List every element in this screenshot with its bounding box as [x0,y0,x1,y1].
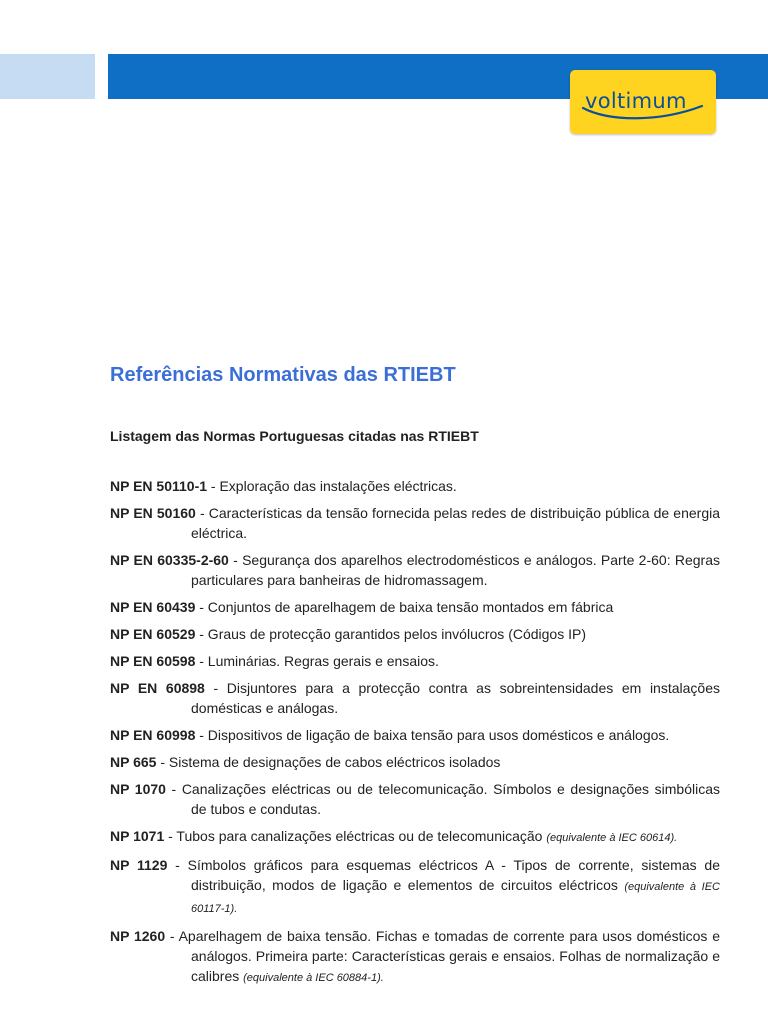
page-subtitle: Listagem das Normas Portuguesas citadas nas RTIEBT [110,428,479,444]
norm-description: - Exploração das instalações eléctricas. [207,478,457,494]
logo-text: voltimum [585,89,687,113]
logo-swoosh-icon [580,104,704,122]
norm-code: NP 1260 [110,928,166,944]
norm-item [110,476,720,496]
norm-code: NP 1071 [110,828,165,844]
norm-item [110,503,720,543]
norm-item [110,779,720,819]
norm-code: NP EN 60335-2-60 [110,552,229,568]
norm-equivalence: (equivalente à IEC 60884-1). [243,972,384,984]
norm-equivalence: (equivalente à IEC 60117-1). [191,881,720,915]
norm-item [110,826,720,848]
norm-description: - Tubos para canalizações eléctricas ou de telecomunicação [164,828,547,844]
norm-description: - Canalizações eléctricas ou de telecomunicação. Símbolos e designações simbólicas de tubos e condutas. [165,781,720,817]
norm-item [110,624,720,644]
norm-item [110,855,720,919]
norm-item [110,651,720,671]
norm-description: - Graus de protecção garantidos pelos invólucros (Códigos IP) [195,626,586,642]
norm-description: - Disjuntores para a protecção contra as sobreintensidades em instalações domésticas e análogas. [191,680,720,716]
norm-description: - Segurança dos aparelhos electrodomésticos e análogos. Parte 2-60: Regras particulares para banheiras de hidromassagem. [191,552,720,588]
document-body [110,362,720,995]
norm-item [110,678,720,718]
norm-item [110,752,720,772]
norm-code: NP 665 [110,754,157,770]
norm-description: - Sistema de designações de cabos eléctricos isolados [156,754,501,770]
norm-item [110,597,720,617]
norm-item [110,725,720,745]
norm-code: NP EN 60529 [110,626,196,642]
norm-description: - Símbolos gráficos para esquemas eléctricos A - Tipos de corrente, sistemas de distribuição, modos de ligação e elementos de circuitos eléctricos [167,857,720,893]
norm-code: NP EN 60998 [110,727,196,743]
norm-code: NP 1070 [110,781,166,797]
norm-code: NP EN 50160 [110,505,196,521]
norm-code: NP EN 60439 [110,599,196,615]
norm-equivalence: (equivalente à IEC 60614). [546,832,678,844]
norm-description: - Aparelhagem de baixa tensão. Fichas e tomadas de corrente para usos domésticos e análogos. Primeira parte: Características gerais e ensaios. Folhas de normalização e calibres [165,928,720,984]
norm-code: NP EN 60898 [110,680,205,696]
header-accent-block [0,54,95,99]
norm-code: NP EN 50110-1 [110,478,208,494]
norm-code: NP 1129 [110,857,168,873]
voltimum-logo[interactable] [570,70,716,134]
norm-description: - Dispositivos de ligação de baixa tensão para usos domésticos e análogos. [195,727,670,743]
norm-description: - Conjuntos de aparelhagem de baixa tensão montados em fábrica [195,599,614,615]
norm-item [110,926,720,988]
page-title: Referências Normativas das RTIEBT [110,364,456,386]
norm-item [110,550,720,590]
norm-description: - Luminárias. Regras gerais e ensaios. [195,653,439,669]
norm-code: NP EN 60598 [110,653,196,669]
norm-description: - Características da tensão fornecida pelas redes de distribuição pública de energia eléctrica. [191,505,720,541]
